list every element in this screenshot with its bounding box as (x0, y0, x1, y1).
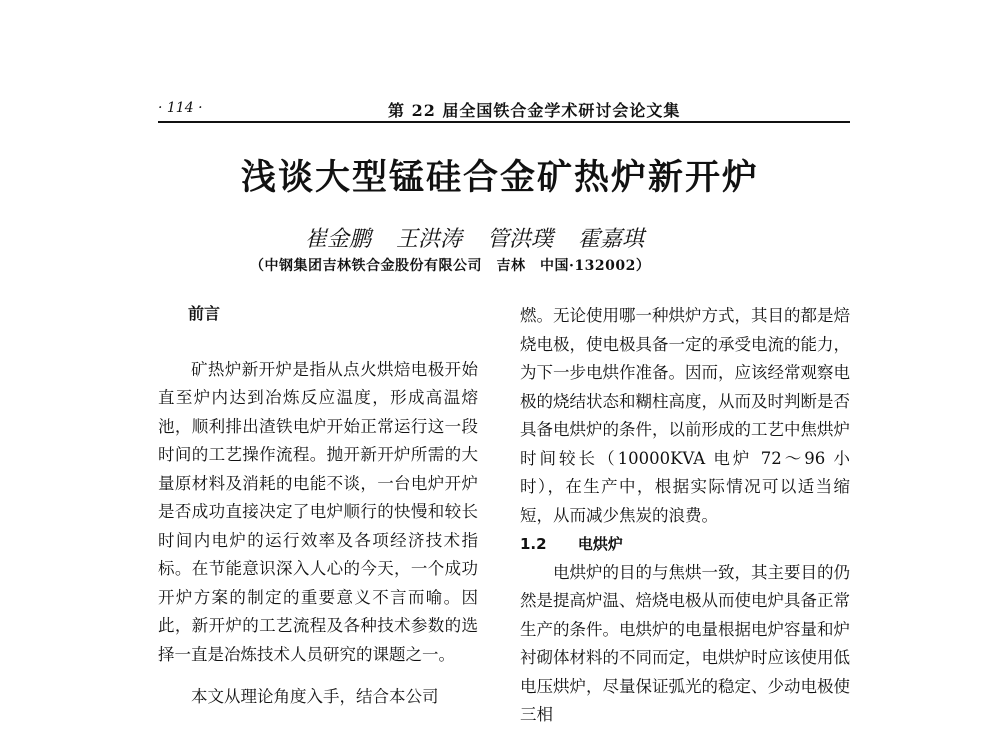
page-number: · 114 · (158, 100, 203, 116)
author-list (305, 222, 705, 253)
journal-title: 第 22 届全国铁合金学术研讨会论文集 (388, 101, 681, 120)
author-name: 崔金鹏 (305, 227, 372, 252)
right-column (520, 302, 850, 730)
subsection-number: 1.2 (520, 535, 547, 553)
author-name: 霍嘉琪 (578, 227, 645, 252)
spacer (158, 329, 478, 356)
affiliation: （中钢集团吉林铁合金股份有限公司 吉林 中国·132002） (250, 258, 651, 274)
running-header (158, 100, 850, 122)
paragraph: 燃。无论使用哪一种烘炉方式，其目的都是焙烧电极，使电极具备一定的承受电流的能力，为下一步电烘作准备。因而，应该经常观察电极的烧结状态和糊柱高度，从而及时判断是否具备电烘炉的条件，以前形成的工艺中焦烘炉时间较长（10000KVA 电炉 72～96 小时），在生产中，根据实际情况可以适当缩短，从而减少焦炭的浪费。 (520, 306, 850, 525)
header-rule (158, 121, 850, 123)
paragraph: 本文从理论角度入手，结合本公司 (191, 687, 439, 706)
section-heading: 前言 (188, 304, 221, 323)
paragraph: 电烘炉的目的与焦烘一致，其主要目的仍然是提高炉温、焙烧电极从而使电炉具备正常生产的条件。电烘炉的电量根据电炉容量和炉衬砌体材料的不同而定，电烘炉时应该使用低电压烘炉，尽量保证弧光的稳定、少动电极使三相 (520, 562, 850, 724)
spacer (158, 669, 478, 683)
article-title: 浅谈大型锰硅合金矿热炉新开炉 (240, 158, 759, 198)
left-column (158, 300, 478, 712)
subsection-heading (520, 530, 850, 559)
paragraph: 矿热炉新开炉是指从点火烘焙电极开始直至炉内达到冶炼反应温度，形成高温熔池，顺利排出渣铁电炉开始正常运行这一段时间的工艺操作流程。抛开新开炉所需的大量原材料及消耗的电能不谈，一台电炉开炉是否成功直接决定了电炉顺行的快慢和较长时间内电炉的运行效率及各项经济技术指标。在节能意识深入人心的今天，一个成功开炉方案的制定的重要意义不言而喻。因此，新开炉的工艺流程及各种技术参数的选择一直是冶炼技术人员研究的课题之一。 (158, 359, 478, 664)
author-name: 管洪璞 (487, 227, 554, 252)
subsection-title: 电烘炉 (577, 535, 623, 553)
author-name: 王洪涛 (396, 227, 463, 252)
